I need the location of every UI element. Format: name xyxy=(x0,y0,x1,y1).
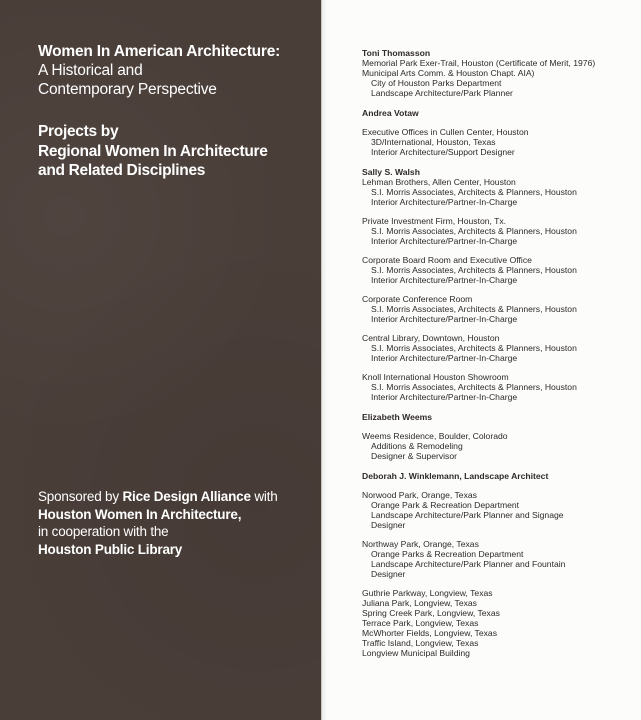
project-line: Landscape Architecture/Park Planner and Signage xyxy=(371,510,564,520)
spacer xyxy=(362,461,637,471)
project-line: Corporate Board Room and Executive Office xyxy=(362,255,532,265)
sponsor-with: with xyxy=(250,489,278,504)
sponsor-line-3: in cooperation with the xyxy=(38,524,169,539)
project-line: Landscape Architecture/Park Planner and Fountain xyxy=(371,559,566,569)
project-line: S.I. Morris Associates, Architects & Planners, Houston xyxy=(371,343,577,353)
project-line: McWhorter Fields, Longview, Texas xyxy=(362,628,498,638)
spacer xyxy=(362,579,637,588)
project-line: Interior Architecture/Partner-In-Charge xyxy=(371,197,518,207)
sponsor-line-1 xyxy=(38,488,314,506)
spacer xyxy=(362,246,637,255)
spacer xyxy=(362,363,637,372)
spacer xyxy=(362,207,637,216)
project-line: S.I. Morris Associates, Architects & Planners, Houston xyxy=(371,187,577,197)
project-line: Interior Architecture/Partner-In-Charge xyxy=(371,353,518,363)
project-line: Designer xyxy=(371,520,406,530)
spacer xyxy=(362,324,637,333)
person-name-winklemann: Deborah J. Winklemann, Landscape Architect xyxy=(362,471,549,481)
spacer xyxy=(362,285,637,294)
spacer xyxy=(362,422,637,431)
fold-shadow xyxy=(321,0,327,720)
project-line: Terrace Park, Longview, Texas xyxy=(362,618,479,628)
projects-list-panel xyxy=(321,0,641,720)
spacer xyxy=(362,98,637,108)
project-line: S.I. Morris Associates, Architects & Planners, Houston xyxy=(371,382,577,392)
project-line: Central Library, Downtown, Houston xyxy=(362,333,500,343)
project-line: Interior Architecture/Partner-In-Charge xyxy=(371,314,518,324)
exhibition-title xyxy=(38,42,314,99)
project-line: Norwood Park, Orange, Texas xyxy=(362,490,477,500)
project-line: Juliana Park, Longview, Texas xyxy=(362,598,477,608)
projects-heading xyxy=(38,122,314,181)
projects-line-3: and Related Disciplines xyxy=(38,162,206,179)
projects-line-2: Regional Women In Architecture xyxy=(38,142,268,160)
sponsor-prefix: Sponsored by xyxy=(38,489,123,504)
sponsor-library: Houston Public Library xyxy=(38,541,183,557)
person-name-weems: Elizabeth Weems xyxy=(362,412,433,422)
spacer xyxy=(362,481,637,490)
spacer xyxy=(362,118,637,127)
person-name-walsh: Sally S. Walsh xyxy=(362,167,420,177)
spacer xyxy=(362,402,637,412)
project-line: S.I. Morris Associates, Architects & Planners, Houston xyxy=(371,265,577,275)
project-line: Orange Park & Recreation Department xyxy=(371,500,520,510)
project-line: Knoll International Houston Showroom xyxy=(362,372,509,382)
project-line: Private Investment Firm, Houston, Tx. xyxy=(362,216,507,226)
project-line: Interior Architecture/Partner-In-Charge xyxy=(371,392,518,402)
project-line: City of Houston Parks Department xyxy=(371,78,502,88)
project-line: Northway Park, Orange, Texas xyxy=(362,539,479,549)
title-subtitle-line-2: Contemporary Perspective xyxy=(38,81,217,98)
sponsor-block xyxy=(38,488,314,558)
spacer xyxy=(362,157,637,167)
title-subtitle-line-1: A Historical and xyxy=(38,62,143,79)
project-line: Landscape Architecture/Park Planner xyxy=(371,88,513,98)
project-line: Memorial Park Exer-Trail, Houston (Certificate of Merit, 1976) xyxy=(362,58,596,68)
sponsor-rice: Rice Design Alliance xyxy=(122,489,251,504)
sponsor-line-4 xyxy=(38,541,314,559)
project-line: Guthrie Parkway, Longview, Texas xyxy=(362,588,493,598)
project-line: Corporate Conference Room xyxy=(362,294,473,304)
project-line: 3D/International, Houston, Texas xyxy=(371,137,496,147)
project-line: Municipal Arts Comm. & Houston Chapt. AIA) xyxy=(362,68,535,78)
person-name-votaw: Andrea Votaw xyxy=(362,108,419,118)
title-main: Women In American Architecture: xyxy=(38,43,281,60)
project-line: S.I. Morris Associates, Architects & Planners, Houston xyxy=(371,226,577,236)
project-line: Lehman Brothers, Allen Center, Houston xyxy=(362,177,516,187)
project-line: Designer & Supervisor xyxy=(371,451,457,461)
project-line: S.I. Morris Associates, Architects & Planners, Houston xyxy=(371,304,577,314)
spacer xyxy=(362,530,637,539)
project-line: Executive Offices in Cullen Center, Houston xyxy=(362,127,529,137)
project-line: Interior Architecture/Partner-In-Charge xyxy=(371,236,518,246)
project-line: Designer xyxy=(371,569,406,579)
project-line: Orange Parks & Recreation Department xyxy=(371,549,524,559)
project-line: Longview Municipal Building xyxy=(362,648,470,658)
project-line: Interior Architecture/Partner-In-Charge xyxy=(371,275,518,285)
person-name-thomasson: Toni Thomasson xyxy=(362,48,431,58)
sponsor-hwia: Houston Women In Architecture, xyxy=(38,506,242,522)
projects-line-1: Projects by xyxy=(38,123,119,140)
project-line: Interior Architecture/Support Designer xyxy=(371,147,515,157)
sponsor-line-2 xyxy=(38,506,314,524)
project-line: Additions & Remodeling xyxy=(371,441,463,451)
project-line: Weems Residence, Boulder, Colorado xyxy=(362,431,508,441)
project-line: Traffic Island, Longview, Texas xyxy=(362,638,479,648)
projects-list xyxy=(362,48,637,658)
project-line: Spring Creek Park, Longview, Texas xyxy=(362,608,500,618)
